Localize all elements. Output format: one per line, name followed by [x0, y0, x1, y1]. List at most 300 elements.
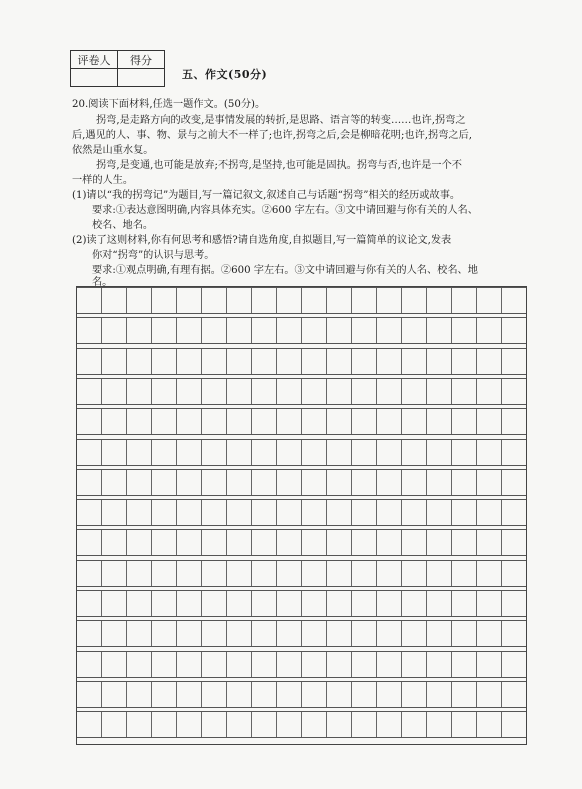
grid-row — [77, 499, 526, 526]
score-cell[interactable] — [118, 69, 165, 87]
grid-cell[interactable] — [127, 470, 152, 495]
grid-cell[interactable] — [452, 379, 477, 404]
grid-cell[interactable] — [277, 500, 302, 525]
grid-cell[interactable] — [177, 409, 202, 434]
grid-cell[interactable] — [277, 621, 302, 646]
grid-cell[interactable] — [352, 682, 377, 707]
grid-cell[interactable] — [127, 500, 152, 525]
grid-cell[interactable] — [302, 500, 327, 525]
grid-row — [77, 711, 526, 738]
grid-cell[interactable] — [402, 500, 427, 525]
grid-cell[interactable] — [227, 288, 252, 313]
grid-cell[interactable] — [227, 591, 252, 616]
grid-cell[interactable] — [277, 470, 302, 495]
grid-cell[interactable] — [277, 440, 302, 465]
grid-cell[interactable] — [77, 288, 102, 313]
grid-cell[interactable] — [227, 470, 252, 495]
grid-cell[interactable] — [227, 409, 252, 434]
grid-cell[interactable] — [127, 530, 152, 555]
grid-cell[interactable] — [477, 318, 502, 343]
grid-cell[interactable] — [502, 379, 526, 404]
grid-cell[interactable] — [352, 470, 377, 495]
grid-cell[interactable] — [177, 318, 202, 343]
grid-cell[interactable] — [452, 470, 477, 495]
grid-cell[interactable] — [277, 349, 302, 374]
grid-cell[interactable] — [277, 712, 302, 737]
grid-cell[interactable] — [102, 500, 127, 525]
grid-cell[interactable] — [402, 621, 427, 646]
grid-cell[interactable] — [427, 470, 452, 495]
grid-cell[interactable] — [77, 621, 102, 646]
grid-cell[interactable] — [277, 682, 302, 707]
grid-cell[interactable] — [102, 409, 127, 434]
grid-cell[interactable] — [202, 530, 227, 555]
grid-cell[interactable] — [127, 591, 152, 616]
grid-cell[interactable] — [452, 349, 477, 374]
grid-row — [77, 590, 526, 617]
score-table — [70, 50, 165, 87]
grid-cell[interactable] — [327, 561, 352, 586]
grid-cell[interactable] — [402, 591, 427, 616]
grid-cell[interactable] — [127, 318, 152, 343]
grid-cell[interactable] — [202, 349, 227, 374]
grid-row — [77, 378, 526, 405]
grid-cell[interactable] — [302, 682, 327, 707]
grid-cell[interactable] — [477, 530, 502, 555]
grid-cell[interactable] — [452, 530, 477, 555]
grid-cell[interactable] — [77, 561, 102, 586]
grid-cell[interactable] — [352, 621, 377, 646]
grid-cell[interactable] — [102, 712, 127, 737]
grid-cell[interactable] — [77, 470, 102, 495]
option1-line-1: (1)请以“我的拐弯记”为题目,写一篇记叙文,叙述自己与话题“拐弯”相关的经历或故事。 — [72, 190, 461, 201]
grid-cell[interactable] — [127, 682, 152, 707]
grid-cell[interactable] — [202, 318, 227, 343]
grid-cell[interactable] — [327, 591, 352, 616]
grid-cell[interactable] — [377, 500, 402, 525]
grid-cell[interactable] — [277, 591, 302, 616]
grid-cell[interactable] — [202, 591, 227, 616]
grid-cell[interactable] — [402, 712, 427, 737]
grid-cell[interactable] — [252, 591, 277, 616]
option2-line-1: (2)读了这则材料,你有何思考和感悟?请自选角度,自拟题目,写一篇简单的议论文,发表 — [72, 235, 452, 246]
grid-cell[interactable] — [152, 349, 177, 374]
writing-grid — [76, 286, 527, 745]
grid-cell[interactable] — [302, 621, 327, 646]
grid-cell[interactable] — [152, 621, 177, 646]
grid-cell[interactable] — [177, 349, 202, 374]
grid-cell[interactable] — [402, 561, 427, 586]
grid-cell[interactable] — [402, 470, 427, 495]
grid-cell[interactable] — [477, 440, 502, 465]
grid-cell[interactable] — [377, 349, 402, 374]
grid-cell[interactable] — [477, 349, 502, 374]
grid-cell[interactable] — [427, 682, 452, 707]
grid-cell[interactable] — [377, 288, 402, 313]
grid-cell[interactable] — [427, 288, 452, 313]
grid-cell[interactable] — [502, 440, 526, 465]
grid-cell[interactable] — [402, 440, 427, 465]
grid-cell[interactable] — [377, 440, 402, 465]
grid-cell[interactable] — [202, 470, 227, 495]
grid-cell[interactable] — [352, 500, 377, 525]
grid-cell[interactable] — [177, 288, 202, 313]
option1-line-3: 校名、地名。 — [92, 220, 154, 231]
grid-cell[interactable] — [477, 288, 502, 313]
grid-row — [77, 439, 526, 466]
grid-cell[interactable] — [477, 621, 502, 646]
grid-cell[interactable] — [177, 652, 202, 677]
grid-cell[interactable] — [352, 379, 377, 404]
grid-row — [77, 469, 526, 496]
grid-cell[interactable] — [127, 379, 152, 404]
grid-cell[interactable] — [502, 652, 526, 677]
material-line-2: 后,遇见的人、事、物、景与之前大不一样了;也许,拐弯之后,会是柳暗花明;也许,拐弯之后, — [72, 130, 472, 141]
grid-cell[interactable] — [102, 591, 127, 616]
grader-cell[interactable] — [71, 69, 118, 87]
grid-cell[interactable] — [177, 682, 202, 707]
grid-cell[interactable] — [402, 379, 427, 404]
option2-line-2: 你对“拐弯”的认识与思考。 — [92, 250, 215, 261]
grid-row — [77, 651, 526, 678]
grid-cell[interactable] — [77, 409, 102, 434]
grid-cell[interactable] — [302, 409, 327, 434]
grid-cell[interactable] — [352, 561, 377, 586]
grid-cell[interactable] — [427, 712, 452, 737]
grid-cell[interactable] — [302, 470, 327, 495]
grid-cell[interactable] — [227, 712, 252, 737]
grid-cell[interactable] — [152, 591, 177, 616]
grid-cell[interactable] — [277, 288, 302, 313]
grid-cell[interactable] — [302, 379, 327, 404]
grid-cell[interactable] — [77, 379, 102, 404]
grid-cell[interactable] — [452, 712, 477, 737]
grid-cell[interactable] — [427, 440, 452, 465]
grid-cell[interactable] — [177, 379, 202, 404]
grid-cell[interactable] — [427, 349, 452, 374]
grid-cell[interactable] — [502, 409, 526, 434]
grid-cell[interactable] — [152, 500, 177, 525]
grid-cell[interactable] — [202, 440, 227, 465]
grid-cell[interactable] — [427, 621, 452, 646]
grid-cell[interactable] — [202, 712, 227, 737]
grid-cell[interactable] — [227, 379, 252, 404]
grid-cell[interactable] — [452, 591, 477, 616]
grid-cell[interactable] — [77, 652, 102, 677]
grid-cell[interactable] — [277, 561, 302, 586]
grid-cell[interactable] — [102, 470, 127, 495]
grid-cell[interactable] — [302, 712, 327, 737]
grid-row — [77, 560, 526, 587]
grid-cell[interactable] — [352, 440, 377, 465]
grid-cell[interactable] — [177, 712, 202, 737]
grid-cell[interactable] — [77, 591, 102, 616]
grid-cell[interactable] — [202, 561, 227, 586]
grid-cell[interactable] — [377, 591, 402, 616]
grid-cell[interactable] — [377, 561, 402, 586]
grid-cell[interactable] — [152, 470, 177, 495]
grid-cell[interactable] — [227, 652, 252, 677]
grid-cell[interactable] — [152, 440, 177, 465]
grid-cell[interactable] — [127, 440, 152, 465]
grid-cell[interactable] — [127, 288, 152, 313]
grid-cell[interactable] — [452, 621, 477, 646]
grid-cell[interactable] — [77, 530, 102, 555]
grid-cell[interactable] — [327, 349, 352, 374]
grid-cell[interactable] — [377, 530, 402, 555]
grid-row — [77, 408, 526, 435]
grid-cell[interactable] — [152, 318, 177, 343]
grid-cell[interactable] — [327, 682, 352, 707]
grid-cell[interactable] — [452, 500, 477, 525]
grid-cell[interactable] — [477, 470, 502, 495]
grid-cell[interactable] — [177, 500, 202, 525]
grid-cell[interactable] — [302, 288, 327, 313]
grid-cell[interactable] — [352, 652, 377, 677]
grid-cell[interactable] — [502, 470, 526, 495]
grid-cell[interactable] — [452, 652, 477, 677]
grid-cell[interactable] — [177, 621, 202, 646]
grid-cell[interactable] — [252, 409, 277, 434]
grid-cell[interactable] — [102, 682, 127, 707]
grid-cell[interactable] — [402, 682, 427, 707]
grid-cell[interactable] — [202, 682, 227, 707]
grid-cell[interactable] — [252, 500, 277, 525]
grid-cell[interactable] — [352, 318, 377, 343]
grid-cell[interactable] — [352, 712, 377, 737]
grid-cell[interactable] — [152, 652, 177, 677]
grid-cell[interactable] — [377, 409, 402, 434]
grid-cell[interactable] — [252, 621, 277, 646]
grid-cell[interactable] — [177, 470, 202, 495]
grid-cell[interactable] — [427, 500, 452, 525]
grid-cell[interactable] — [302, 591, 327, 616]
grid-cell[interactable] — [352, 288, 377, 313]
grid-cell[interactable] — [402, 288, 427, 313]
grid-cell[interactable] — [252, 349, 277, 374]
grid-cell[interactable] — [127, 349, 152, 374]
material-line-1: 拐弯,是走路方向的改变,是事情发展的转折,是思路、语言等的转变……也许,拐弯之 — [96, 115, 466, 126]
option2-line-4: 名。 — [92, 277, 113, 288]
grid-cell[interactable] — [477, 652, 502, 677]
grid-cell[interactable] — [502, 288, 526, 313]
grid-cell[interactable] — [477, 561, 502, 586]
grid-cell[interactable] — [252, 470, 277, 495]
grid-cell[interactable] — [252, 682, 277, 707]
grid-cell[interactable] — [352, 349, 377, 374]
grid-cell[interactable] — [252, 318, 277, 343]
grid-row — [77, 529, 526, 556]
grid-cell[interactable] — [502, 682, 526, 707]
grid-cell[interactable] — [127, 409, 152, 434]
grid-cell[interactable] — [252, 652, 277, 677]
grid-cell[interactable] — [152, 712, 177, 737]
grid-cell[interactable] — [227, 561, 252, 586]
grid-cell[interactable] — [202, 409, 227, 434]
grid-cell[interactable] — [377, 470, 402, 495]
grid-cell[interactable] — [77, 349, 102, 374]
grid-cell[interactable] — [177, 530, 202, 555]
grid-cell[interactable] — [102, 318, 127, 343]
grid-cell[interactable] — [302, 652, 327, 677]
grid-cell[interactable] — [402, 318, 427, 343]
grid-cell[interactable] — [477, 682, 502, 707]
grid-cell[interactable] — [377, 379, 402, 404]
grid-cell[interactable] — [452, 440, 477, 465]
grid-cell[interactable] — [327, 409, 352, 434]
grid-cell[interactable] — [277, 652, 302, 677]
grid-cell[interactable] — [402, 409, 427, 434]
grid-cell[interactable] — [402, 349, 427, 374]
grid-cell[interactable] — [102, 621, 127, 646]
grid-cell[interactable] — [452, 561, 477, 586]
grid-cell[interactable] — [102, 561, 127, 586]
grid-cell[interactable] — [127, 561, 152, 586]
grid-cell[interactable] — [452, 288, 477, 313]
grid-cell[interactable] — [327, 379, 352, 404]
grid-cell[interactable] — [352, 591, 377, 616]
grid-cell[interactable] — [352, 530, 377, 555]
grid-row — [77, 348, 526, 375]
grid-cell[interactable] — [502, 500, 526, 525]
grid-cell[interactable] — [152, 288, 177, 313]
grid-cell[interactable] — [227, 530, 252, 555]
material-line-5: 一样的人生。 — [72, 175, 134, 186]
grid-cell[interactable] — [152, 409, 177, 434]
grid-cell[interactable] — [102, 440, 127, 465]
grid-cell[interactable] — [327, 440, 352, 465]
grid-cell[interactable] — [77, 682, 102, 707]
grid-cell[interactable] — [377, 682, 402, 707]
grid-cell[interactable] — [502, 530, 526, 555]
grid-cell[interactable] — [327, 621, 352, 646]
grid-cell[interactable] — [477, 500, 502, 525]
grid-cell[interactable] — [377, 318, 402, 343]
grid-cell[interactable] — [277, 530, 302, 555]
grid-cell[interactable] — [477, 591, 502, 616]
grid-cell[interactable] — [352, 409, 377, 434]
grader-header: 评卷人 — [71, 51, 118, 69]
grid-cell[interactable] — [127, 621, 152, 646]
grid-cell[interactable] — [252, 288, 277, 313]
grid-cell[interactable] — [127, 652, 152, 677]
grid-cell[interactable] — [77, 712, 102, 737]
grid-cell[interactable] — [252, 440, 277, 465]
grid-cell[interactable] — [427, 379, 452, 404]
material-line-4: 拐弯,是变通,也可能是放弃;不拐弯,是坚持,也可能是固执。拐弯与否,也许是一个不 — [96, 160, 462, 171]
grid-cell[interactable] — [427, 318, 452, 343]
grid-cell[interactable] — [327, 500, 352, 525]
grid-cell[interactable] — [502, 349, 526, 374]
grid-row — [77, 287, 526, 314]
grid-cell[interactable] — [477, 409, 502, 434]
grid-cell[interactable] — [77, 440, 102, 465]
grid-cell[interactable] — [427, 409, 452, 434]
grid-cell[interactable] — [102, 652, 127, 677]
grid-cell[interactable] — [152, 530, 177, 555]
grid-cell[interactable] — [227, 500, 252, 525]
grid-cell[interactable] — [402, 652, 427, 677]
grid-cell[interactable] — [202, 652, 227, 677]
grid-row — [77, 317, 526, 344]
grid-cell[interactable] — [477, 379, 502, 404]
grid-cell[interactable] — [477, 712, 502, 737]
grid-cell[interactable] — [327, 470, 352, 495]
grid-cell[interactable] — [327, 652, 352, 677]
grid-cell[interactable] — [502, 318, 526, 343]
grid-cell[interactable] — [452, 682, 477, 707]
grid-cell[interactable] — [427, 530, 452, 555]
grid-cell[interactable] — [377, 652, 402, 677]
grid-cell[interactable] — [252, 379, 277, 404]
grid-cell[interactable] — [402, 530, 427, 555]
grid-cell[interactable] — [77, 318, 102, 343]
grid-cell[interactable] — [302, 440, 327, 465]
grid-cell[interactable] — [327, 530, 352, 555]
grid-cell[interactable] — [177, 591, 202, 616]
grid-cell[interactable] — [227, 682, 252, 707]
grid-cell[interactable] — [302, 530, 327, 555]
grid-cell[interactable] — [302, 318, 327, 343]
grid-cell[interactable] — [227, 318, 252, 343]
grid-cell[interactable] — [227, 621, 252, 646]
grid-cell[interactable] — [227, 440, 252, 465]
grid-cell[interactable] — [327, 288, 352, 313]
grid-cell[interactable] — [327, 318, 352, 343]
grid-cell[interactable] — [427, 561, 452, 586]
grid-cell[interactable] — [502, 591, 526, 616]
grid-cell[interactable] — [502, 561, 526, 586]
grid-cell[interactable] — [152, 561, 177, 586]
material-line-3: 依然是山重水复。 — [72, 145, 154, 156]
grid-cell[interactable] — [102, 349, 127, 374]
grid-cell[interactable] — [452, 409, 477, 434]
grid-cell[interactable] — [302, 561, 327, 586]
grid-cell[interactable] — [427, 591, 452, 616]
grid-cell[interactable] — [502, 621, 526, 646]
grid-cell[interactable] — [202, 500, 227, 525]
grid-cell[interactable] — [77, 500, 102, 525]
grid-cell[interactable] — [102, 530, 127, 555]
grid-row — [77, 681, 526, 708]
grid-cell[interactable] — [252, 712, 277, 737]
grid-cell[interactable] — [327, 712, 352, 737]
grid-cell[interactable] — [152, 379, 177, 404]
grid-cell[interactable] — [177, 440, 202, 465]
grid-cell[interactable] — [202, 621, 227, 646]
grid-cell[interactable] — [452, 318, 477, 343]
grid-cell[interactable] — [252, 530, 277, 555]
grid-cell[interactable] — [202, 379, 227, 404]
grid-cell[interactable] — [202, 288, 227, 313]
grid-cell[interactable] — [302, 349, 327, 374]
option2-line-3: 要求:①观点明确,有理有据。②600 字左右。③文中请回避与你有关的人名、校名、地 — [92, 265, 478, 276]
grid-cell[interactable] — [277, 318, 302, 343]
grid-cell[interactable] — [177, 561, 202, 586]
grid-cell[interactable] — [252, 561, 277, 586]
grid-cell[interactable] — [377, 712, 402, 737]
grid-cell[interactable] — [277, 379, 302, 404]
grid-cell[interactable] — [277, 409, 302, 434]
grid-cell[interactable] — [227, 349, 252, 374]
grid-cell[interactable] — [127, 712, 152, 737]
grid-cell[interactable] — [102, 379, 127, 404]
grid-cell[interactable] — [102, 288, 127, 313]
grid-cell[interactable] — [502, 712, 526, 737]
grid-cell[interactable] — [377, 621, 402, 646]
grid-cell[interactable] — [152, 682, 177, 707]
grid-cell[interactable] — [427, 652, 452, 677]
